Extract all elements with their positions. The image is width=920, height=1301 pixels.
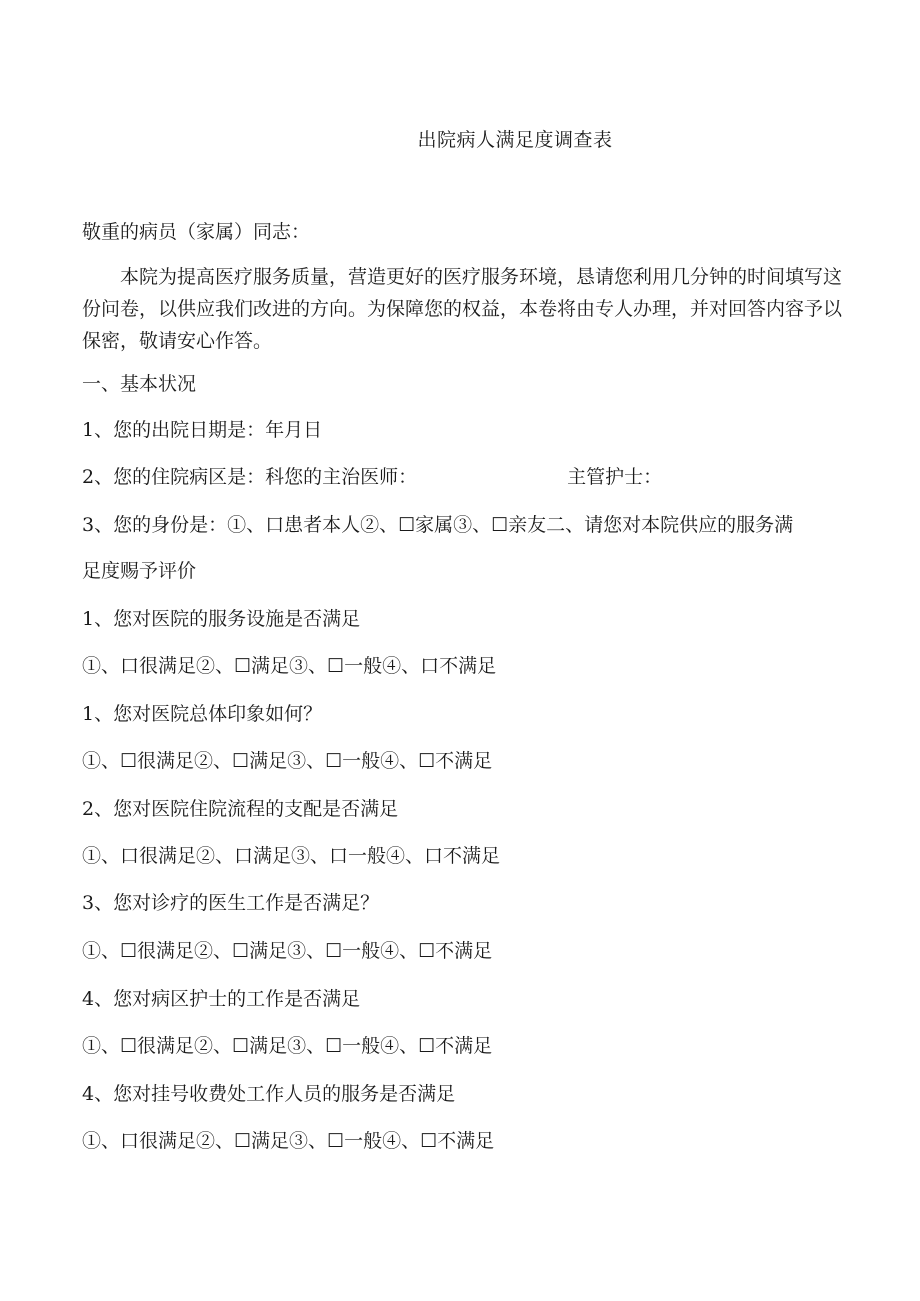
question-3: 2、您对医院住院流程的支配是否满足 — [82, 798, 399, 820]
nurse-label: 主管护士： — [567, 466, 663, 488]
options-1: ①、口很满足②、☐满足③、☐一般④、口不满足 — [82, 655, 497, 677]
identity-line: 3、您的身份是：①、口患者本人②、☐家属③、☐亲友二、请您对本院供应的服务满 — [82, 514, 794, 536]
options-6: ①、口很满足②、☐满足③、☐一般④、☐不满足 — [82, 1130, 495, 1152]
question-4: 3、您对诊疗的医生工作是否满足？ — [82, 892, 380, 914]
ward-doctor-line — [82, 461, 662, 493]
question-1: 1、您对医院的服务设施是否满足 — [82, 608, 361, 630]
options-4: ①、☐很满足②、☐满足③、☐一般④、☐不满足 — [82, 940, 493, 962]
ward-doctor-text: 2、您的住院病区是：科您的主治医师： — [82, 466, 418, 488]
question-2: 1、您对医院总体印象如何？ — [82, 703, 323, 725]
options-5: ①、☐很满足②、☐满足③、☐一般④、☐不满足 — [82, 1035, 493, 1057]
intro-paragraph: 本院为提高医疗服务质量，营造更好的医疗服务环境，恳请您利用几分钟的时间填写这份问卷，以供应我们改进的方向。为保障您的权益，本卷将由专人办理，并对回答内容予以保密，敬请安心作答。 — [82, 266, 843, 352]
section-rating-heading: 足度赐予评价 — [82, 560, 197, 582]
discharge-date-line: 1、您的出院日期是：年月日 — [82, 419, 323, 441]
salutation: 敬重的病员（家属）同志： — [82, 221, 311, 243]
options-3: ①、口很满足②、口满足③、口一般④、口不满足 — [82, 845, 501, 867]
question-6: 4、您对挂号收费处工作人员的服务是否满足 — [82, 1083, 456, 1105]
question-5: 4、您对病区护士的工作是否满足 — [82, 988, 361, 1010]
section-basic-heading: 一、基本状况 — [82, 373, 197, 395]
page-title: 出院病人满足度调查表 — [417, 129, 613, 151]
options-2: ①、☐很满足②、☐满足③、☐一般④、☐不满足 — [82, 750, 493, 772]
